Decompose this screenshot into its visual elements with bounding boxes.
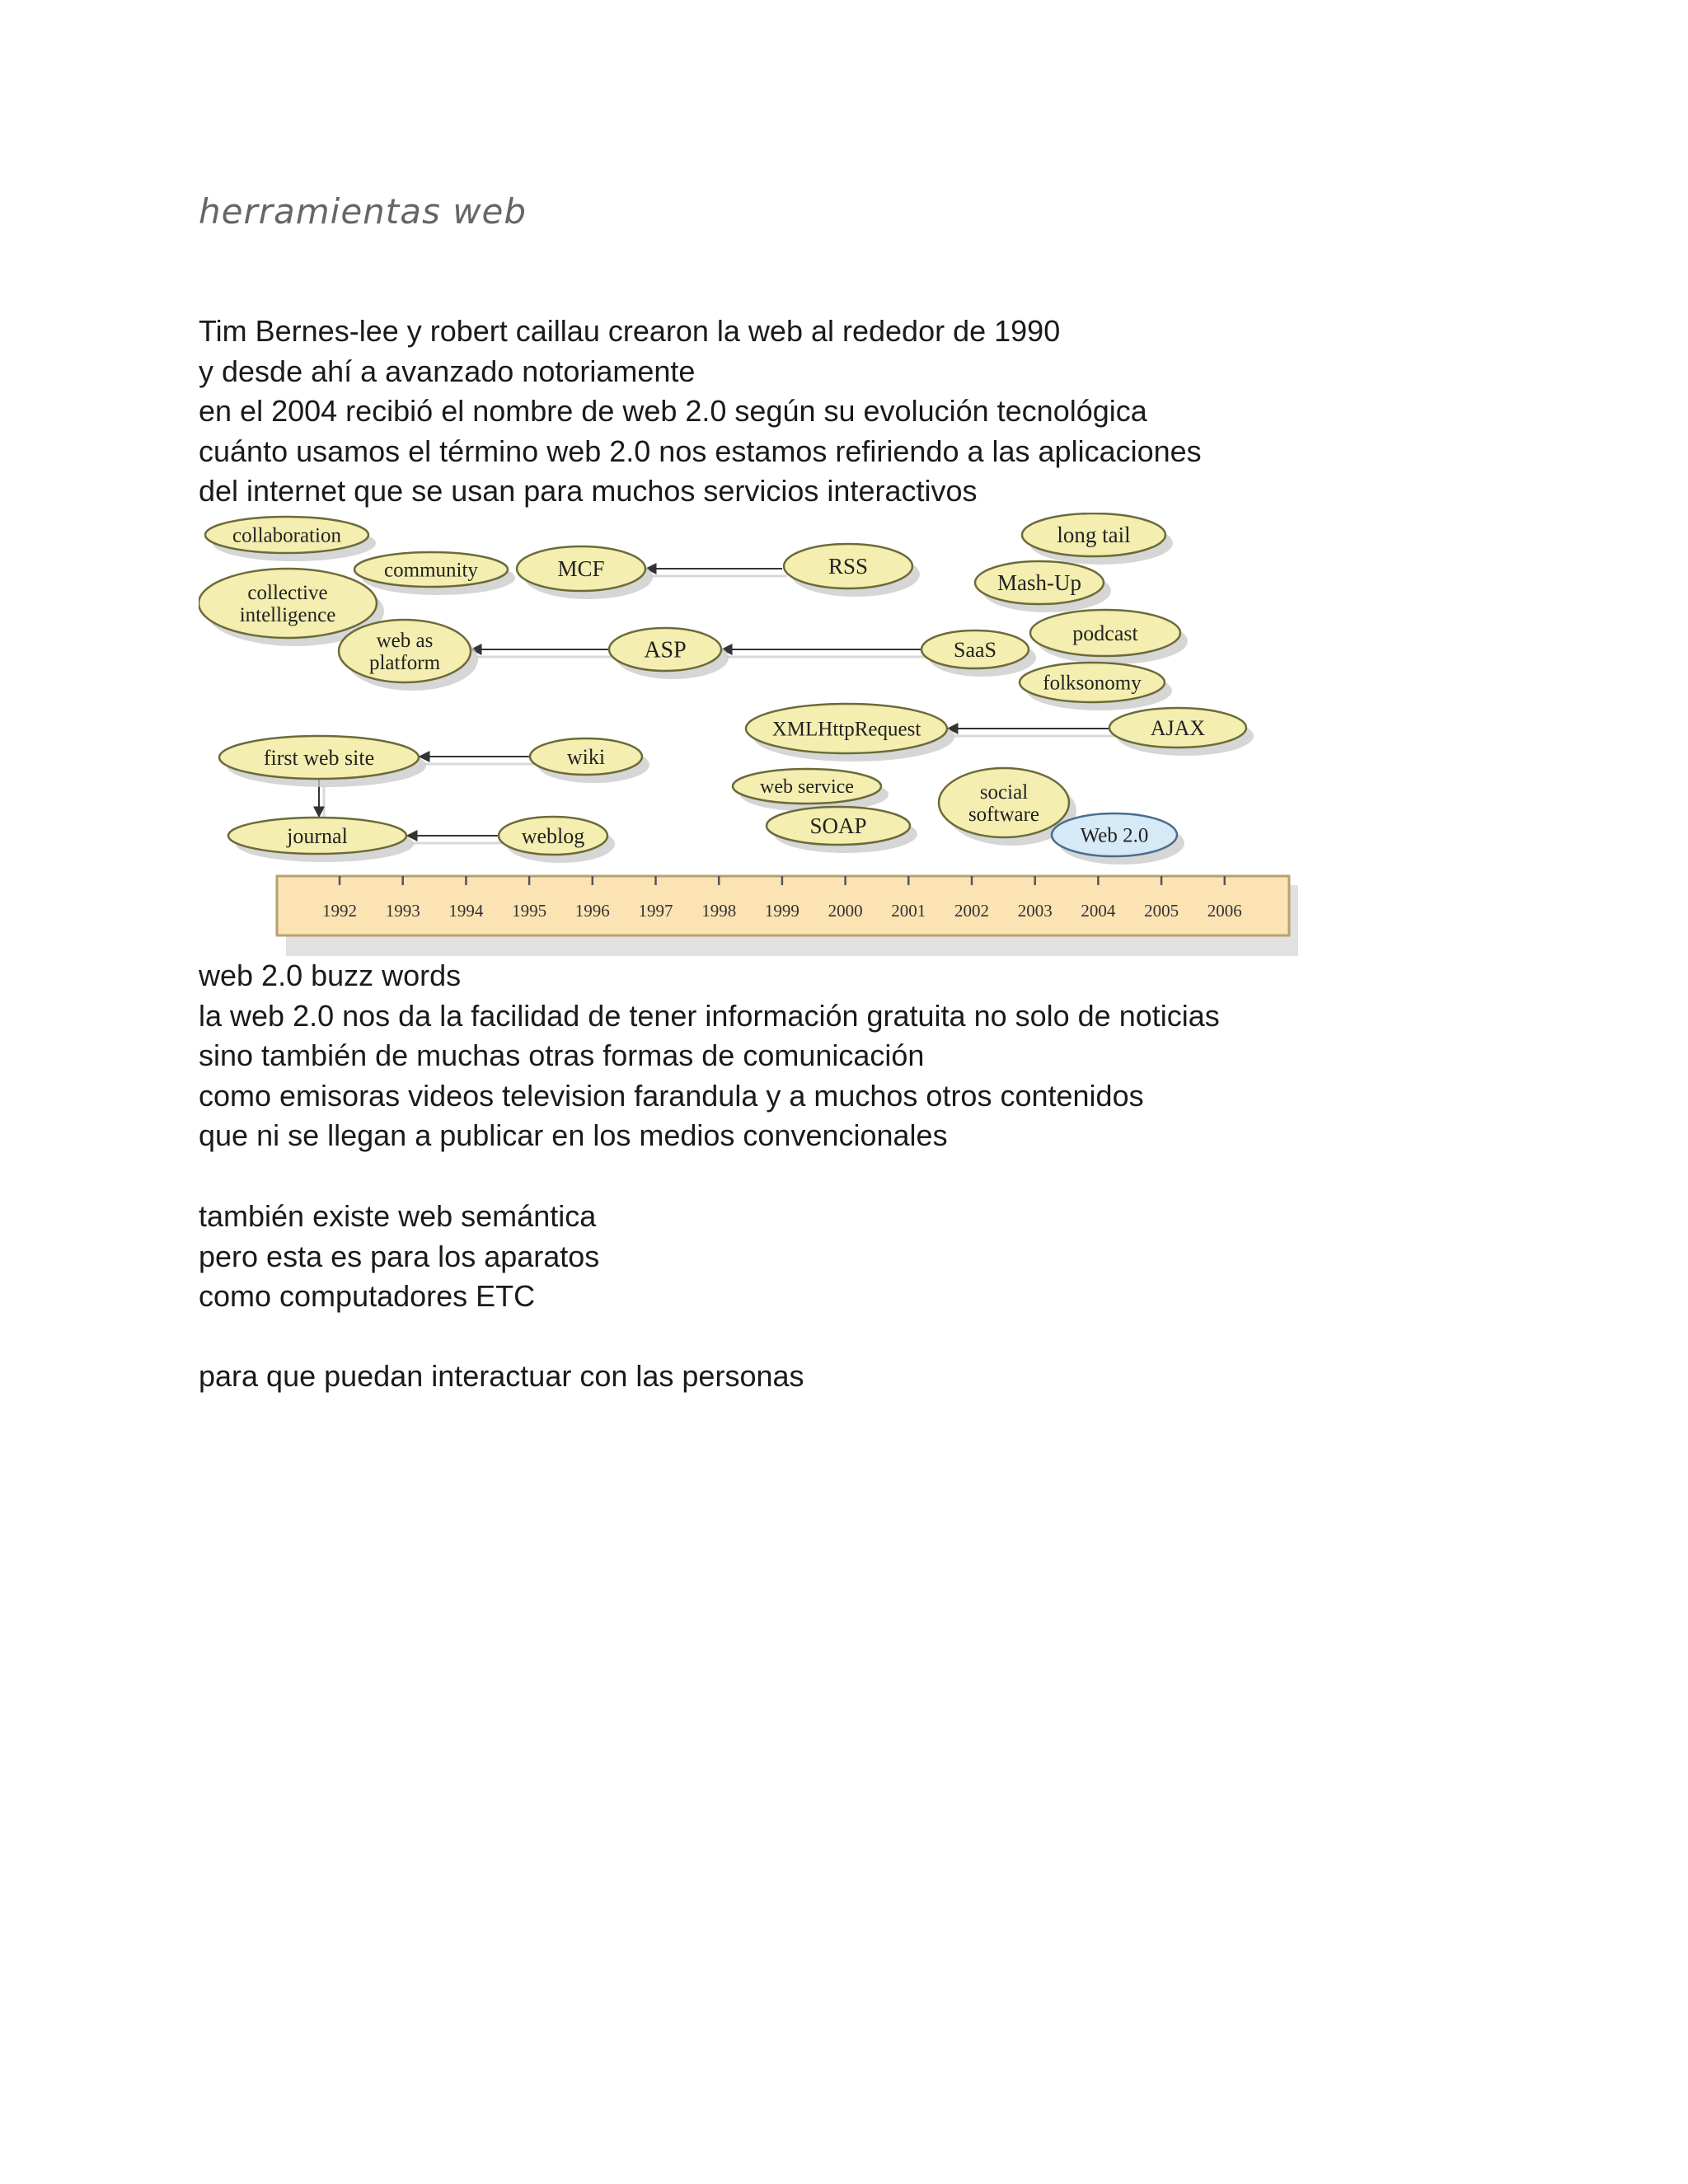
node-label: community <box>384 559 478 582</box>
node-mash-up <box>975 561 1111 612</box>
node-label: AJAX <box>1150 715 1206 740</box>
node-wiki <box>530 738 649 783</box>
node-label: first web site <box>263 745 375 770</box>
node-label: podcast <box>1072 621 1138 645</box>
node-collaboration <box>205 517 376 561</box>
timeline-year-label: 1996 <box>574 901 610 921</box>
node-web-2-0 <box>1052 813 1184 865</box>
node-label: platform <box>368 652 441 674</box>
node-label: Web 2.0 <box>1080 824 1149 847</box>
node-label: SaaS <box>954 637 996 662</box>
node-soap <box>767 807 917 853</box>
web2-buzzwords-diagram <box>199 513 1298 958</box>
text-line: del internet que se usan para muchos servicios interactivos <box>199 474 978 509</box>
timeline-year-label: 2005 <box>1144 901 1179 921</box>
node-rss <box>784 544 920 597</box>
node-label: intelligence <box>239 604 336 626</box>
node-long-tail <box>1022 513 1173 565</box>
paragraph-buzzwords <box>199 956 1220 1156</box>
node-label: web service <box>760 776 854 799</box>
paragraph-intro <box>199 312 1202 512</box>
timeline-year-label: 1998 <box>701 901 737 921</box>
node-label: folksonomy <box>1043 672 1142 695</box>
text-line: sino también de muchas otras formas de comunicación <box>199 1038 925 1073</box>
timeline-year-label: 1997 <box>638 901 673 921</box>
timeline-year-label: 2001 <box>891 901 926 921</box>
node-community <box>354 552 515 595</box>
paragraph-semantic-web <box>199 1197 599 1317</box>
paragraph-closing <box>199 1357 804 1397</box>
timeline-year-label: 2004 <box>1081 901 1116 921</box>
node-xmlhttprequest <box>746 704 954 762</box>
node-label: long tail <box>1057 523 1131 548</box>
node-ajax <box>1109 708 1254 756</box>
node-journal <box>228 818 414 862</box>
node-label: software <box>968 804 1040 826</box>
document-title: herramientas web <box>199 191 528 232</box>
timeline-year-label: 2006 <box>1207 901 1242 921</box>
text-line: pero esta es para los aparatos <box>199 1239 600 1273</box>
text-line: y desde ahí a avanzado notoriamente <box>199 354 696 388</box>
node-label: journal <box>287 823 348 848</box>
text-line: como computadores ETC <box>199 1279 536 1314</box>
node-mcf <box>517 546 653 599</box>
node-label: web as <box>376 630 434 652</box>
node-label: collaboration <box>232 524 341 547</box>
timeline <box>277 876 1298 956</box>
node-first-web-site <box>219 736 426 787</box>
text-line: web 2.0 buzz words <box>199 958 462 992</box>
node-label: wiki <box>566 744 606 769</box>
text-line: cuánto usamos el término web 2.0 nos estamos refiriendo a las aplicaciones <box>199 434 1202 468</box>
node-label: ASP <box>644 637 687 663</box>
timeline-year-label: 1994 <box>448 901 484 921</box>
node-label: MCF <box>557 556 605 582</box>
node-label: RSS <box>828 554 869 579</box>
timeline-year-label: 2002 <box>954 901 989 921</box>
node-label: SOAP <box>809 813 867 839</box>
text-line: como emisoras videos television farandula y a muchos otros contenidos <box>199 1078 1144 1113</box>
diagram-nodes <box>199 513 1254 865</box>
text-line: Tim Bernes-lee y robert caillau crearon la web al rededor de 1990 <box>199 314 1061 348</box>
node-web-as-platform <box>339 620 478 691</box>
node-saas <box>921 630 1036 677</box>
text-line: que ni se llegan a publicar en los medios convencionales <box>199 1118 948 1153</box>
node-label: XMLHttpRequest <box>771 718 921 741</box>
node-label: weblog <box>521 823 585 848</box>
node-weblog <box>499 817 615 863</box>
text-line: también existe web semántica <box>199 1199 597 1233</box>
timeline-year-label: 2000 <box>828 901 863 921</box>
text-line: para que puedan interactuar con las personas <box>199 1359 804 1393</box>
timeline-year-label: 1999 <box>764 901 799 921</box>
node-folksonomy <box>1020 663 1172 710</box>
node-label: Mash-Up <box>997 570 1081 596</box>
node-asp <box>609 628 729 679</box>
text-line: en el 2004 recibió el nombre de web 2.0 según su evolución tecnológica <box>199 394 1147 429</box>
node-podcast <box>1030 610 1188 664</box>
node-web-service <box>733 769 889 812</box>
timeline-year-label: 1992 <box>322 901 357 921</box>
text-line: la web 2.0 nos da la facilidad de tener información gratuita no solo de noticias <box>199 998 1220 1033</box>
timeline-year-label: 1995 <box>512 901 547 921</box>
node-label: social <box>979 781 1029 804</box>
timeline-year-label: 2003 <box>1017 901 1053 921</box>
timeline-year-label: 1993 <box>385 901 420 921</box>
node-label: collective <box>247 582 328 604</box>
